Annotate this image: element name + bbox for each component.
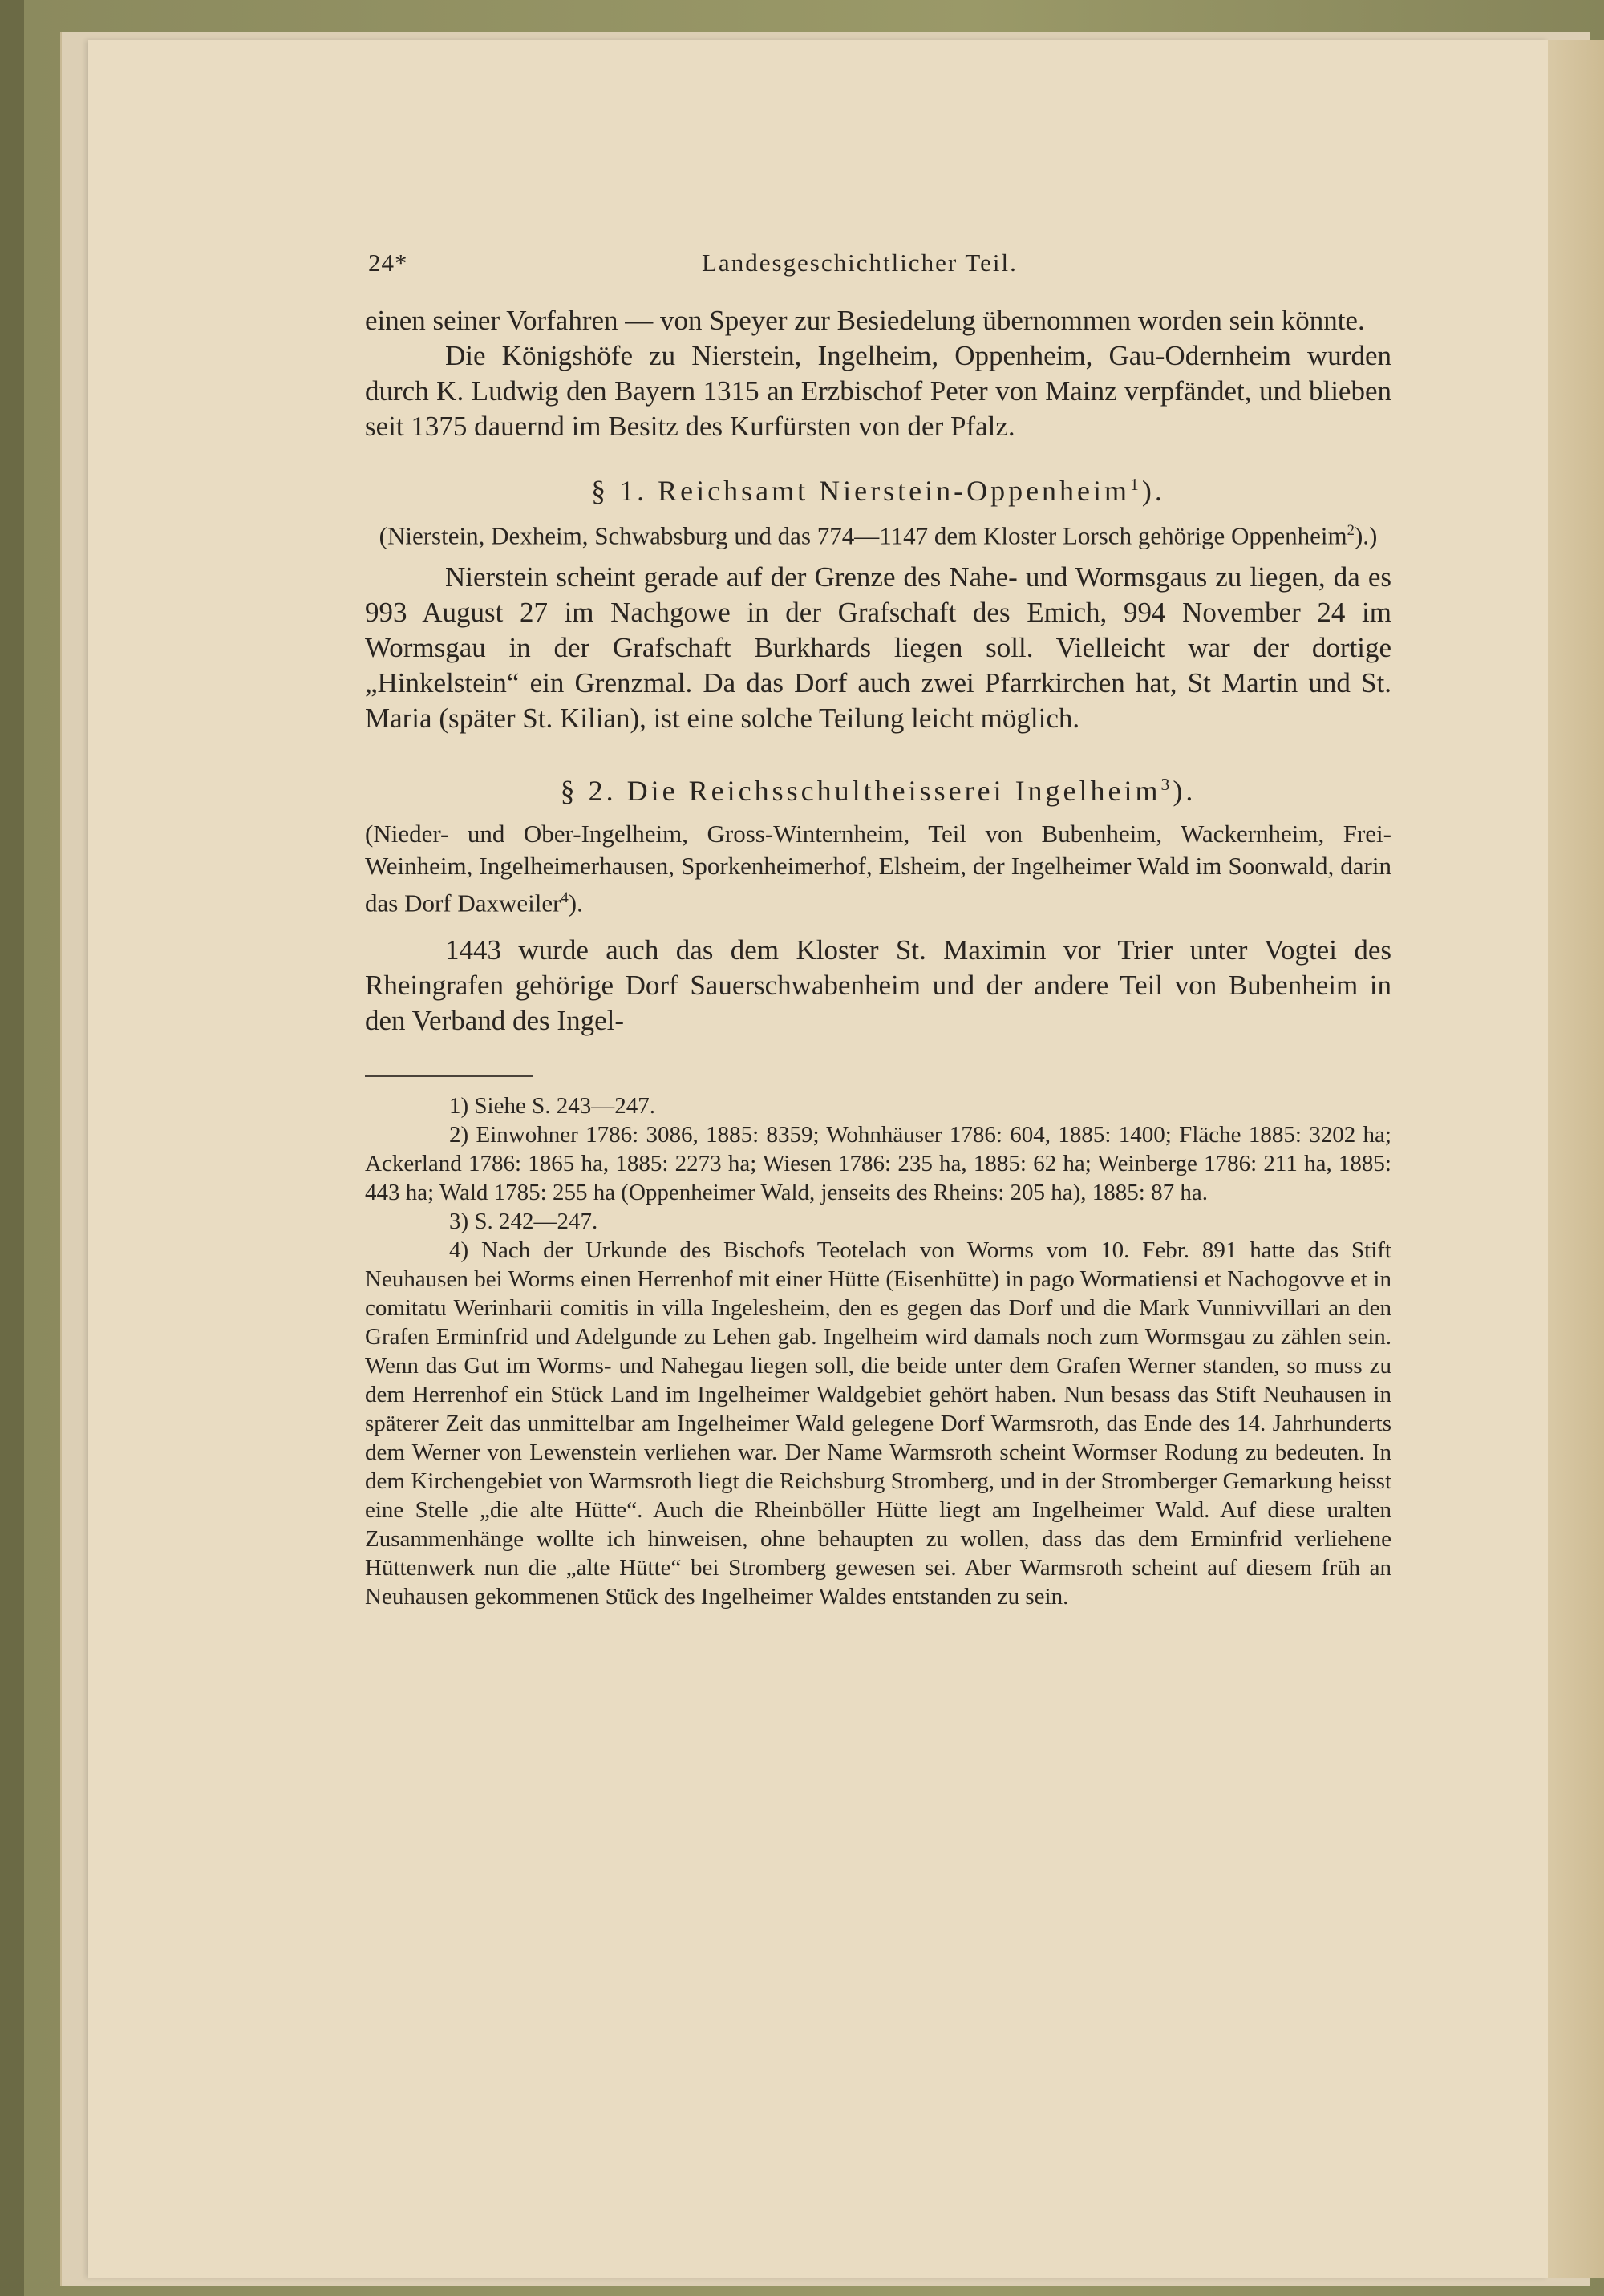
section-2-subtitle-text: (Nieder- und Ober-Ingelheim, Gross-Winternheim, Teil von Bubenheim, Wackernheim, Frei-Weinheim, Ingelheimerhausen, Sporkenheimerhof, Elsheim, der Ingelheimer Wald im Soonwald, darin das Dorf Daxweiler [365,820,1391,917]
section-2-body [365,933,1391,1039]
footnote-1: 1) Siehe S. 243—247. [449,1092,655,1119]
section-2-heading-end: ). [1173,775,1197,808]
section-1-heading-end: ). [1141,475,1165,507]
section-1-subtitle-note: 2 [1347,522,1355,539]
intro-paragraph-1: einen seiner Vorfahren — von Speyer zur Besiedelung übernommen worden sein könnte. [365,305,1365,336]
intro-text [365,303,1391,444]
footnotes [365,1091,1391,1611]
section-1-heading-note: 1 [1130,475,1142,494]
section-2-subtitle-note: 4 [561,889,569,907]
page-number: 24* [368,249,408,277]
footnote-rule [365,1075,533,1077]
section-1-subtitle [365,515,1391,552]
section-2-heading-note: 3 [1160,775,1173,795]
section-1-subtitle-text: (Nierstein, Dexheim, Schwabsburg und das 774—1147 dem Kloster Lorsch gehörige Oppenheim [379,521,1347,550]
section-2-heading-text: § 2. Die Reichsschultheisserei Ingelheim [560,775,1161,808]
section-2-paragraph: 1443 wurde auch das dem Kloster St. Maximin vor Trier unter Vogtei des Rheingrafen gehörige Dorf Sauerschwabenheim und der andere Teil von Bubenheim in den Verband des Ingel- [365,933,1391,1036]
section-2-subtitle-end: ). [568,889,583,917]
footnote-3: 3) S. 242—247. [449,1208,598,1234]
footnote-4: 4) Nach der Urkunde des Bischofs Teotelach von Worms vom 10. Febr. 891 hatte das Stift Neuhausen bei Worms einen Herrenhof mit einer Hütte (Eisenhütte) in pago Wormatiensi et Nachogovve et in comitatu Werinharii comitis in villa Ingelesheim, den es gegen das Dorf und die Mark Vunnivvillari an den Grafen Erminfrid und Adelgunde zu Lehen gab. Ingelheim wird damals noch zum Wormsgau zu zählen sein. Wenn das Gut im Worms- und Nahegau liegen soll, die beide unter dem Grafen Werner standen, so muss zu dem Herrenhof ein Stück Land im Ingelheimer Waldgebiet gehört haben. Nun besass das Stift Neuhausen in späterer Zeit das unmittelbar am Ingelheimer Wald gelegene Dorf Warmsroth, das Ende des 14. Jahrhunderts dem Werner von Lewenstein verliehen war. Der Name Warmsroth scheint Wormser Rodung zu bedeuten. In dem Kirchengebiet von Warmsroth liegt die Reichsburg Stromberg, und in der Stromberger Gemarkung heisst eine Stelle „die alte Hütte“. Auch die Rheinböller Hütte liegt am Ingelheimer Wald. Auf diese uralten Zusammenhänge wollte ich hinweisen, ohne behaupten zu wollen, dass das dem Erminfrid verliehene Hüttenwerk nun die „alte Hütte“ bei Stromberg gewesen sei. Aber Warmsroth scheint auf diesem früh an Neuhausen gekommenen Stück des Ingelheimer Waldes entstanden zu sein. [365,1237,1391,1610]
section-2-heading [365,767,1391,808]
page-content [365,249,1391,1611]
section-1-body [365,560,1391,736]
section-1-paragraph: Nierstein scheint gerade auf der Grenze des Nahe- und Wormsgaus zu liegen, da es 993 August 27 im Nachgowe in der Grafschaft des Emich, 994 November 24 im Wormsgau in der Grafschaft Burkhards liegen soll. Vielleicht war der dortige „Hinkelstein“ ein Grenzmal. Da das Dorf auch zwei Pfarrkirchen hat, St Martin und St. Maria (später St. Kilian), ist eine solche Teilung leicht möglich. [365,561,1391,735]
section-1-heading [365,467,1391,508]
intro-paragraph-2: Die Königshöfe zu Nierstein, Ingelheim, Oppenheim, Gau-Odernheim wurden durch K. Ludwig den Bayern 1315 an Erzbischof Peter von Mainz verpfändet, und blieben seit 1375 dauernd im Besitz des Kurfürsten von der Pfalz. [365,340,1391,442]
section-1-subtitle-end: ).) [1354,521,1378,550]
section-1-heading-text: § 1. Reichsamt Nierstein-Oppenheim [591,475,1131,507]
page-edge [1548,40,1604,2278]
section-2-subtitle [365,818,1391,919]
running-title: Landesgeschichtlicher Teil. [702,249,1018,277]
running-header [365,249,1391,289]
footnote-2: 2) Einwohner 1786: 3086, 1885: 8359; Wohnhäuser 1786: 604, 1885: 1400; Fläche 1885: 3202 ha; Ackerland 1786: 1865 ha, 1885: 2273 ha; Wiesen 1786: 235 ha, 1885: 62 ha; Weinberge 1786: 211 ha, 1885: 443 ha; Wald 1785: 255 ha (Oppenheimer Wald, jenseits des Rheins: 205 ha), 1885: 87 ha. [365,1121,1391,1205]
